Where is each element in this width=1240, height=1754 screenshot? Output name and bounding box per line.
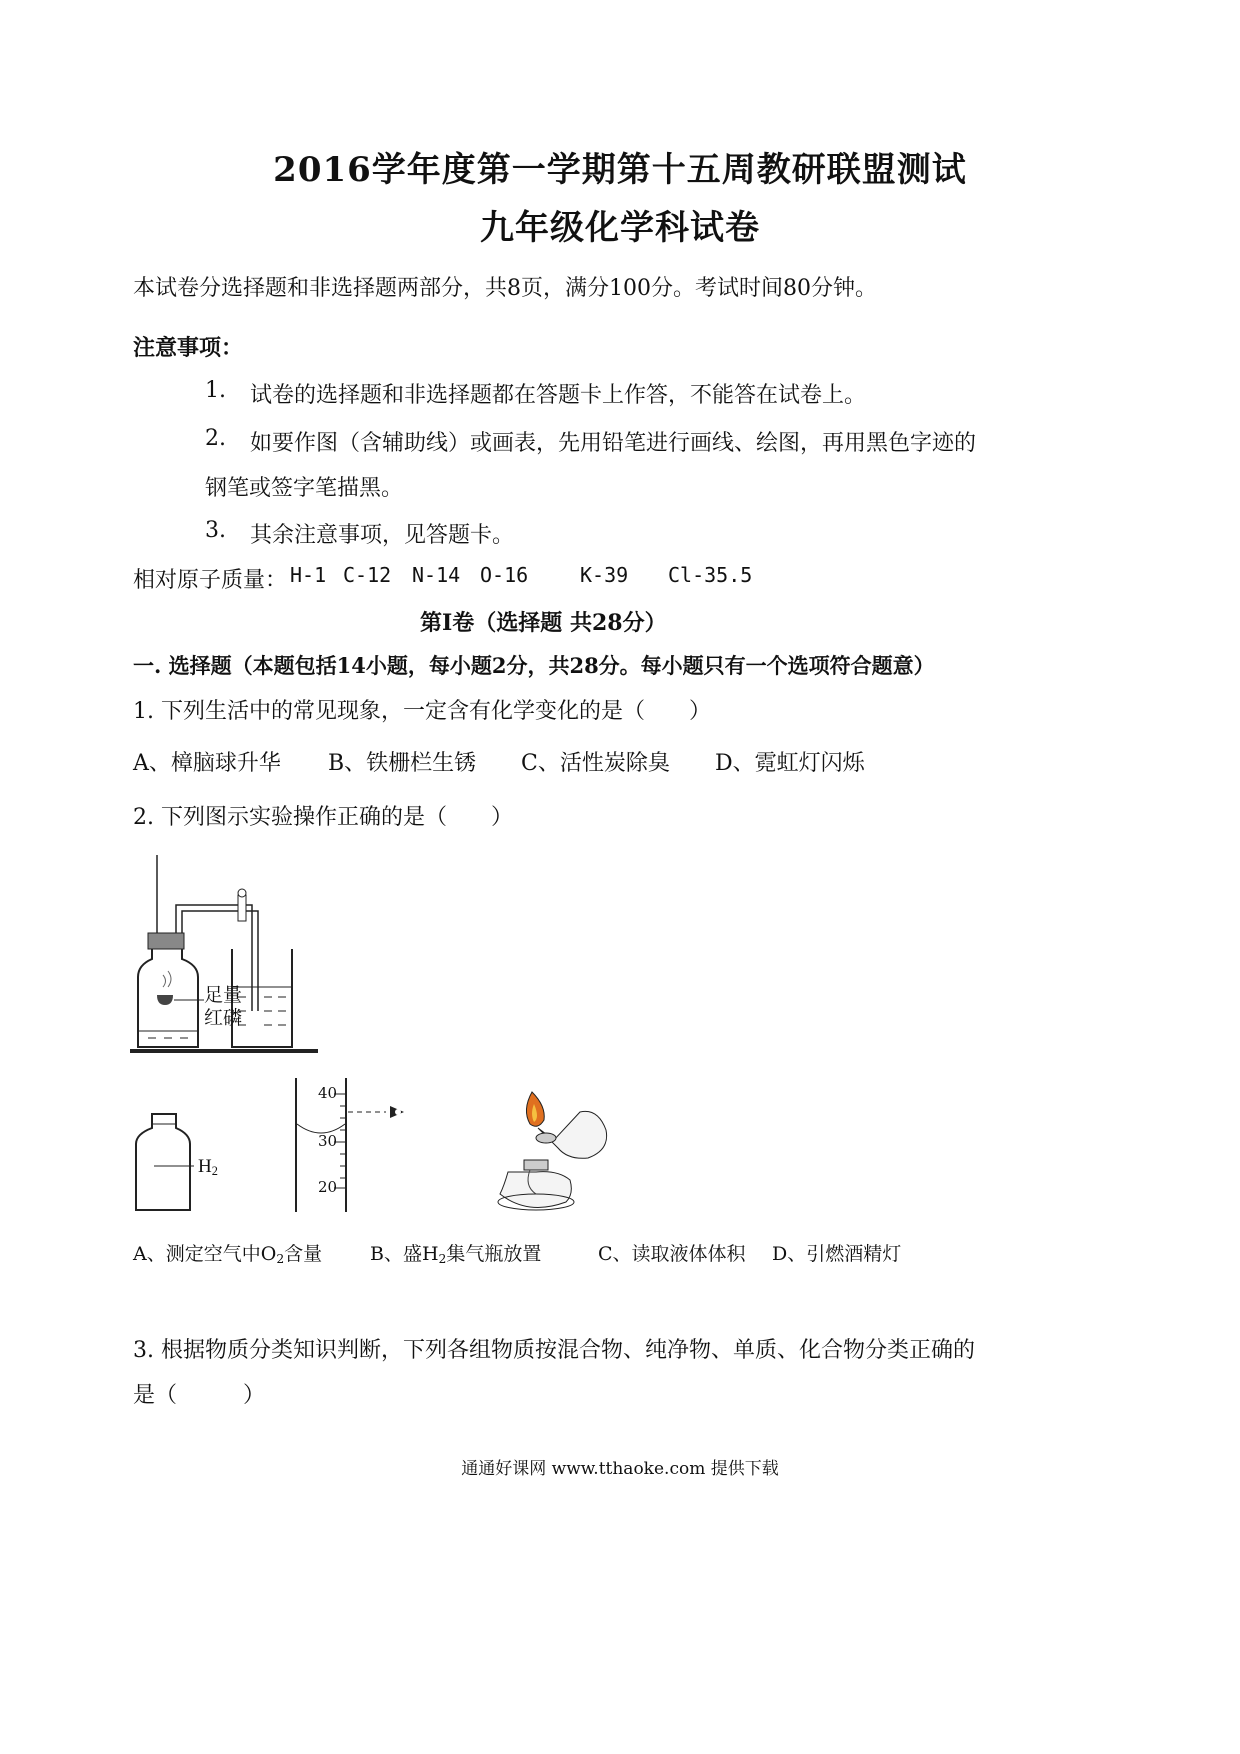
question-1-option-b: B、铁栅栏生锈 xyxy=(328,751,477,776)
question-1-option-a: A、樟脑球升华 xyxy=(133,751,281,776)
notice-item-3-num: 3. xyxy=(205,518,226,543)
cylinder-tick-40: 40 xyxy=(318,1084,338,1102)
question-1-option-d: D、霓虹灯闪烁 xyxy=(715,751,865,776)
gas-jar-figure xyxy=(132,1110,202,1216)
alcohol-lamp-figure xyxy=(488,1090,618,1218)
atomic-mass-k: K-39 xyxy=(580,563,629,587)
question-2-option-a xyxy=(133,1239,322,1266)
atomic-mass-o: O-16 xyxy=(480,563,529,587)
question-2-option-c: C、读取液体体积 xyxy=(598,1243,746,1265)
atomic-mass-n: N-14 xyxy=(412,563,461,587)
notice-item-2-cont: 钢笔或签字笔描黑。 xyxy=(205,476,404,501)
notice-item-3: 其余注意事项，见答题卡。 xyxy=(250,523,515,548)
notice-item-1-num: 1. xyxy=(205,378,226,403)
notice-item-1: 试卷的选择题和非选择题都在答题卡上作答，不能答在试卷上。 xyxy=(250,383,867,408)
hydrogen-symbol: H xyxy=(198,1156,212,1177)
atomic-mass-c: C-12 xyxy=(343,563,392,587)
hydrogen-label xyxy=(198,1156,218,1179)
notice-item-2: 如要作图（含辅助线）或画表，先用铅笔进行画线、绘图，再用黑色字迹的 xyxy=(250,431,977,456)
part-heading: 一. 选择题（本题包括14小题，每小题2分，共28分。每小题只有一个选项符合题意） xyxy=(133,653,935,678)
question-2-stem: 2. 下列图示实验操作正确的是（ ） xyxy=(133,805,513,830)
question-1-option-c: C、活性炭除臭 xyxy=(521,751,670,776)
phosphorus-label-2: 红磷 xyxy=(204,1007,243,1029)
option-a-sub: 2 xyxy=(276,1252,285,1267)
cylinder-tick-20: 20 xyxy=(318,1178,338,1196)
option-b-sub: 2 xyxy=(438,1252,447,1267)
atomic-mass-h: H-1 xyxy=(290,563,327,587)
graduated-cylinder-figure xyxy=(286,1078,426,1218)
page-footer: 通通好课网 www.tthaoke.com 提供下载 xyxy=(461,1459,779,1479)
page-subtitle: 九年级化学科试卷 xyxy=(480,208,760,248)
option-b-text-end: 集气瓶放置 xyxy=(446,1243,542,1265)
cylinder-tick-30: 30 xyxy=(318,1132,338,1150)
atomic-mass-cl: Cl-35.5 xyxy=(668,563,753,587)
option-b-text: B、盛H xyxy=(370,1243,439,1265)
notice-heading: 注意事项： xyxy=(133,335,244,361)
question-3-stem-line1: 3. 根据物质分类知识判断，下列各组物质按混合物、纯净物、单质、化合物分类正确的 xyxy=(133,1338,975,1363)
phosphorus-label-1: 足量 xyxy=(204,984,243,1006)
question-2-option-b xyxy=(370,1239,541,1266)
atomic-mass-label: 相对原子质量： xyxy=(133,568,288,593)
question-3-stem-line2: 是（ ） xyxy=(133,1383,266,1408)
notice-item-2-num: 2. xyxy=(205,426,226,451)
exam-intro: 本试卷分选择题和非选择题两部分，共8页，满分100分。考试时间80分钟。 xyxy=(133,276,877,301)
question-2-option-d: D、引燃酒精灯 xyxy=(772,1243,902,1265)
option-a-text: A、测定空气中O xyxy=(133,1243,277,1265)
page-title: 2016学年度第一学期第十五周教研联盟测试 xyxy=(273,150,967,190)
question-1-stem: 1. 下列生活中的常见现象，一定含有化学变化的是（ ） xyxy=(133,699,711,724)
section-heading: 第Ⅰ卷（选择题 共28分） xyxy=(420,610,667,636)
hydrogen-subscript: 2 xyxy=(211,1164,218,1179)
option-a-text-end: 含量 xyxy=(284,1243,323,1265)
